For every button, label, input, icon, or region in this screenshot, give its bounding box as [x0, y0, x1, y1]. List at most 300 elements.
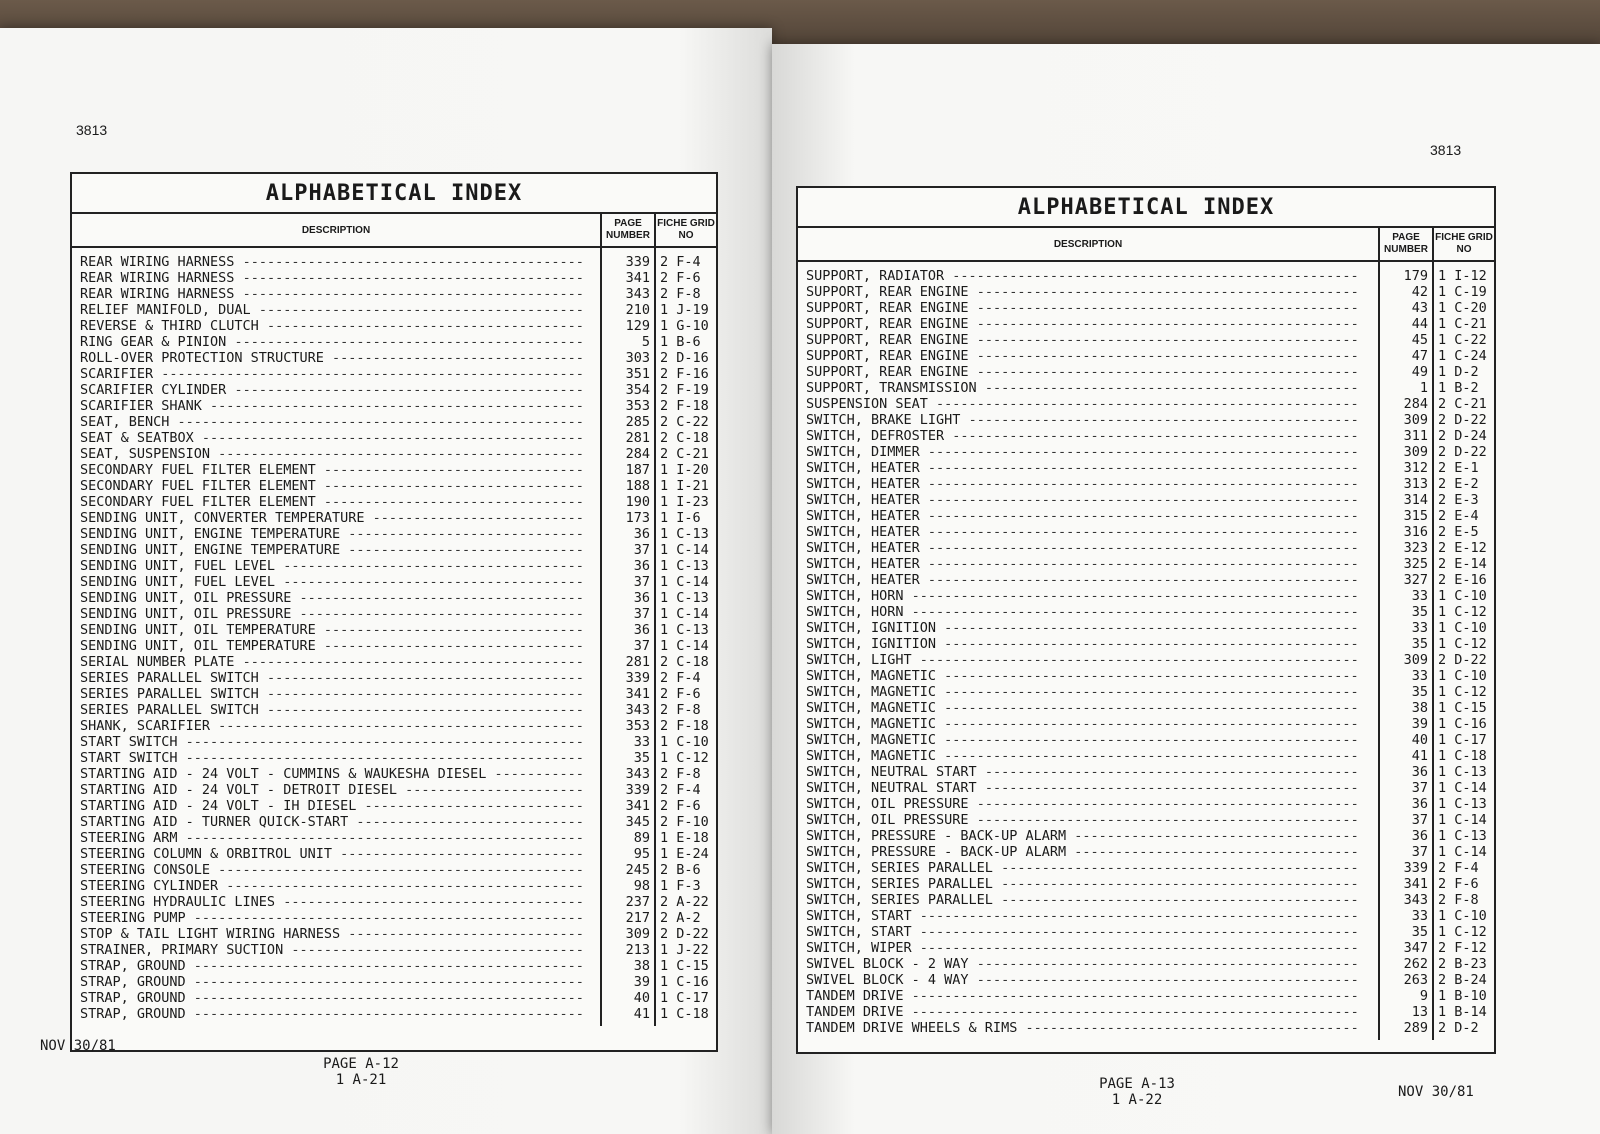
header-fiche-grid: FICHE GRID NO	[1432, 228, 1494, 260]
index-row-description	[806, 284, 1372, 300]
leader-dashes: ----------------------------------------	[250, 302, 584, 318]
leader-dashes: --------------------------------------------	[992, 892, 1359, 908]
entry-description: SENDING UNIT, FUEL LEVEL	[80, 574, 276, 590]
index-row-description	[806, 860, 1372, 876]
entry-fiche-grid: 2 B-24	[1438, 972, 1487, 988]
entry-fiche-grid: 2 F-19	[660, 382, 709, 398]
entry-fiche-grid: 2 B-6	[660, 862, 701, 878]
entry-description: STEERING CYLINDER	[80, 878, 219, 894]
entry-page-number: 37	[633, 542, 650, 558]
entry-fiche-grid: 1 I-6	[660, 510, 701, 526]
leader-dashes: ---------------------------------------	[258, 702, 584, 718]
entry-page-number: 36	[1411, 764, 1428, 780]
entry-fiche-grid: 2 C-22	[660, 414, 709, 430]
entry-description: SENDING UNIT, OIL TEMPERATURE	[80, 622, 316, 638]
entry-description: SWITCH, WIPER	[806, 940, 912, 956]
index-row-description	[80, 350, 594, 366]
entry-page-number: 311	[1403, 428, 1428, 444]
entry-fiche-grid: 2 C-21	[1438, 396, 1487, 412]
entry-page-number: 341	[1403, 876, 1428, 892]
footer-grid-label: 1 A-22	[1111, 1092, 1163, 1108]
entry-description: SWITCH, START	[806, 908, 912, 924]
entry-fiche-grid: 2 E-1	[1438, 460, 1479, 476]
entry-description: REVERSE & THIRD CLUTCH	[80, 318, 259, 334]
index-row-description	[80, 574, 594, 590]
index-title: ALPHABETICAL INDEX	[72, 174, 716, 214]
index-row-description	[80, 734, 594, 750]
entry-page-number: 36	[633, 558, 650, 574]
entry-description: SECONDARY FUEL FILTER ELEMENT	[80, 494, 316, 510]
entry-description: SUPPORT, REAR ENGINE	[806, 332, 969, 348]
entry-description: STEERING HYDRAULIC LINES	[80, 894, 276, 910]
entry-page-number: 190	[625, 494, 650, 510]
index-row-description	[80, 686, 594, 702]
index-row-description	[806, 796, 1372, 812]
entry-description: SWITCH, HEATER	[806, 524, 920, 540]
leader-dashes: ------------------------------------------------	[960, 412, 1359, 428]
entry-fiche-grid: 1 C-10	[1438, 620, 1487, 636]
index-row-description	[80, 462, 594, 478]
entry-page-number: 309	[625, 926, 650, 942]
index-row-description	[806, 988, 1372, 1004]
entry-page-number: 98	[633, 878, 650, 894]
footer-date: NOV 30/81	[40, 1038, 116, 1054]
entry-fiche-grid: 2 F-18	[660, 718, 709, 734]
entry-description: SUPPORT, REAR ENGINE	[806, 364, 969, 380]
entry-page-number: 41	[633, 1006, 650, 1022]
index-row-description	[806, 732, 1372, 748]
entry-page-number: 315	[1403, 508, 1428, 524]
entry-description: SECONDARY FUEL FILTER ELEMENT	[80, 478, 316, 494]
page-number-column	[600, 248, 654, 1026]
index-row-description	[806, 348, 1372, 364]
entry-fiche-grid: 2 C-21	[660, 446, 709, 462]
entry-page-number: 312	[1403, 460, 1428, 476]
entry-page-number: 281	[625, 430, 650, 446]
leader-dashes: ------------------------------	[331, 846, 584, 862]
leader-dashes: -----------------------------------------------	[968, 364, 1359, 380]
index-row-description	[806, 540, 1372, 556]
leader-dashes: -------------------------------------------------	[177, 750, 584, 766]
entry-fiche-grid: 2 A-2	[660, 910, 701, 926]
entry-fiche-grid: 1 C-18	[660, 1006, 709, 1022]
entry-page-number: 37	[633, 606, 650, 622]
entry-description: SWITCH, DIMMER	[806, 444, 920, 460]
leader-dashes: -----------------------------------	[291, 590, 584, 606]
index-row-description	[80, 542, 594, 558]
index-row-description	[80, 318, 594, 334]
entry-fiche-grid: 2 E-16	[1438, 572, 1487, 588]
entry-fiche-grid: 1 E-24	[660, 846, 709, 862]
index-row-description	[806, 828, 1372, 844]
entry-fiche-grid: 1 C-13	[1438, 764, 1487, 780]
entry-description: SWITCH, LIGHT	[806, 652, 912, 668]
entry-fiche-grid: 2 F-8	[660, 286, 701, 302]
entry-page-number: 339	[625, 254, 650, 270]
leader-dashes: -----------------------------------------------------	[919, 524, 1359, 540]
entry-fiche-grid: 2 E-3	[1438, 492, 1479, 508]
entry-page-number: 35	[1411, 684, 1428, 700]
index-row-description	[80, 478, 594, 494]
entry-description: SWITCH, SERIES PARALLEL	[806, 892, 993, 908]
entry-fiche-grid: 1 I-21	[660, 478, 709, 494]
header-page-number: PAGE NUMBER	[1378, 228, 1432, 260]
index-row-description	[806, 620, 1372, 636]
leader-dashes: --------------------------------------------	[992, 876, 1359, 892]
entry-description: TANDEM DRIVE	[806, 988, 904, 1004]
entry-page-number: 341	[625, 798, 650, 814]
index-row-description	[806, 748, 1372, 764]
entry-fiche-grid: 1 C-14	[660, 574, 709, 590]
entry-description: STEERING COLUMN & ORBITROL UNIT	[80, 846, 332, 862]
index-row-description	[80, 702, 594, 718]
entry-description: SERIES PARALLEL SWITCH	[80, 702, 259, 718]
entry-description: SWITCH, PRESSURE - BACK-UP ALARM	[806, 828, 1067, 844]
entry-description: RELIEF MANIFOLD, DUAL	[80, 302, 251, 318]
entry-description: SWITCH, MAGNETIC	[806, 700, 937, 716]
page-number-column	[1378, 262, 1432, 1040]
index-row-description	[80, 830, 594, 846]
entry-page-number: 33	[1411, 620, 1428, 636]
entry-fiche-grid: 1 C-12	[660, 750, 709, 766]
header-description: DESCRIPTION	[301, 225, 371, 236]
entry-description: SWITCH, PRESSURE - BACK-UP ALARM	[806, 844, 1067, 860]
entry-page-number: 5	[641, 334, 650, 350]
header-description: DESCRIPTION	[1053, 239, 1123, 250]
leader-dashes: -----------------------------	[340, 926, 584, 942]
index-row-description	[806, 1004, 1372, 1020]
entry-fiche-grid: 2 E-4	[1438, 508, 1479, 524]
leader-dashes: -----------------------------------------------------	[919, 444, 1359, 460]
entry-fiche-grid: 2 F-4	[1438, 860, 1479, 876]
entry-fiche-grid: 1 C-14	[660, 542, 709, 558]
leader-dashes: ------------------------------------	[283, 942, 584, 958]
entry-page-number: 129	[625, 318, 650, 334]
entry-description: SCARIFIER CYLINDER	[80, 382, 227, 398]
index-row-description	[80, 942, 594, 958]
entry-description: SWITCH, HEATER	[806, 556, 920, 572]
entry-page-number: 343	[1403, 892, 1428, 908]
entry-description: SEAT, SUSPENSION	[80, 446, 211, 462]
leader-dashes: --------------------------------------------	[218, 878, 584, 894]
index-row-description	[806, 428, 1372, 444]
index-row-description	[806, 1020, 1372, 1036]
leader-dashes: ------------------------------------------	[234, 654, 584, 670]
entry-page-number: 35	[1411, 604, 1428, 620]
leader-dashes: ------------------------------------------------	[185, 958, 584, 974]
entry-description: TANDEM DRIVE WHEELS & RIMS	[806, 1020, 1018, 1036]
leader-dashes: ----------------------------------------------	[976, 764, 1359, 780]
entry-fiche-grid: 2 F-8	[660, 766, 701, 782]
leader-dashes: ------------------------------------------------	[185, 1006, 584, 1022]
entry-description: SUPPORT, REAR ENGINE	[806, 284, 969, 300]
leader-dashes: ---------------------------------------------------	[936, 732, 1359, 748]
entry-page-number: 284	[625, 446, 650, 462]
entry-description: ROLL-OVER PROTECTION STRUCTURE	[80, 350, 324, 366]
entry-page-number: 33	[633, 734, 650, 750]
leader-dashes: -------------------------------------------------------	[903, 988, 1359, 1004]
leader-dashes: -----------------------------------------------------	[919, 572, 1359, 588]
entry-page-number: 343	[625, 286, 650, 302]
entry-fiche-grid: 1 I-23	[660, 494, 709, 510]
leader-dashes: ----------------------------------------------	[976, 380, 1359, 396]
index-row-description	[80, 286, 594, 302]
entry-fiche-grid: 1 C-10	[660, 734, 709, 750]
leader-dashes: -----------	[486, 766, 584, 782]
entry-description: SENDING UNIT, OIL TEMPERATURE	[80, 638, 316, 654]
header-page-number: PAGE NUMBER	[600, 214, 654, 246]
leader-dashes: ----------------------------------------------------	[927, 396, 1359, 412]
document-number: 3813	[76, 122, 108, 138]
index-row-description	[80, 398, 594, 414]
index-row-description	[80, 494, 594, 510]
entry-description: SWITCH, BRAKE LIGHT	[806, 412, 961, 428]
leader-dashes: -------------------------------------	[275, 558, 584, 574]
entry-description: REAR WIRING HARNESS	[80, 254, 235, 270]
entry-fiche-grid: 2 E-5	[1438, 524, 1479, 540]
entry-fiche-grid: 1 G-10	[660, 318, 709, 334]
entry-fiche-grid: 1 J-22	[660, 942, 709, 958]
index-row-description	[80, 814, 594, 830]
entry-description: SUPPORT, TRANSMISSION	[806, 380, 977, 396]
entry-page-number: 327	[1403, 572, 1428, 588]
entry-page-number: 35	[1411, 636, 1428, 652]
leader-dashes: ------------------------------------------------	[185, 990, 584, 1006]
entry-page-number: 245	[625, 862, 650, 878]
fiche-column	[1432, 262, 1494, 1040]
leader-dashes: ---------------------------------------	[258, 670, 584, 686]
index-row-description	[806, 588, 1372, 604]
entry-description: SWITCH, MAGNETIC	[806, 684, 937, 700]
leader-dashes: -----------------------------------	[291, 606, 584, 622]
entry-description: SERIES PARALLEL SWITCH	[80, 686, 259, 702]
entry-fiche-grid: 2 F-8	[660, 702, 701, 718]
entry-description: SENDING UNIT, OIL PRESSURE	[80, 590, 292, 606]
index-row-description	[80, 718, 594, 734]
index-row-description	[806, 396, 1372, 412]
entry-fiche-grid: 2 F-18	[660, 398, 709, 414]
entry-fiche-grid: 2 C-18	[660, 654, 709, 670]
leader-dashes: --------------------------------------------	[992, 860, 1359, 876]
entry-page-number: 345	[625, 814, 650, 830]
leader-dashes: ---------------------------------------	[258, 318, 584, 334]
leader-dashes: -------------------------------------------------	[177, 830, 584, 846]
entry-fiche-grid: 1 C-12	[1438, 636, 1487, 652]
entry-fiche-grid: 2 F-6	[1438, 876, 1479, 892]
entry-page-number: 341	[625, 686, 650, 702]
leader-dashes: ---------------------------------------------------	[936, 700, 1359, 716]
entry-page-number: 339	[625, 670, 650, 686]
entry-fiche-grid: 2 E-14	[1438, 556, 1487, 572]
entry-description: START SWITCH	[80, 750, 178, 766]
leader-dashes: ------------------------------------------	[234, 270, 584, 286]
index-row-description	[80, 862, 594, 878]
entry-fiche-grid: 2 D-22	[1438, 412, 1487, 428]
entry-description: SCARIFIER SHANK	[80, 398, 202, 414]
entry-page-number: 339	[625, 782, 650, 798]
index-row-description	[80, 622, 594, 638]
entry-description: SUPPORT, REAR ENGINE	[806, 300, 969, 316]
index-row-description	[806, 700, 1372, 716]
entry-fiche-grid: 1 C-13	[1438, 828, 1487, 844]
entry-page-number: 187	[625, 462, 650, 478]
index-row-description	[806, 460, 1372, 476]
index-row-description	[806, 908, 1372, 924]
leader-dashes: --------------------------------	[315, 478, 584, 494]
entry-fiche-grid: 1 B-2	[1438, 380, 1479, 396]
leader-dashes: ---------------------------------------------	[210, 446, 584, 462]
entry-description: SECONDARY FUEL FILTER ELEMENT	[80, 462, 316, 478]
leader-dashes: -----------------------------------------------	[968, 284, 1359, 300]
header-fiche-grid: FICHE GRID NO	[654, 214, 716, 246]
entry-description: STRAP, GROUND	[80, 990, 186, 1006]
table-header	[72, 214, 716, 248]
entry-fiche-grid: 1 C-10	[1438, 668, 1487, 684]
entry-fiche-grid: 1 I-12	[1438, 268, 1487, 284]
entry-fiche-grid: 1 C-13	[660, 558, 709, 574]
leader-dashes: -------------------------------------------------	[177, 734, 584, 750]
index-row-description	[806, 524, 1372, 540]
index-row-description	[806, 924, 1372, 940]
entry-description: SUPPORT, RADIATOR	[806, 268, 945, 284]
entry-fiche-grid: 2 F-16	[660, 366, 709, 382]
description-column	[72, 248, 600, 1026]
entry-fiche-grid: 2 F-4	[660, 254, 701, 270]
entry-page-number: 35	[633, 750, 650, 766]
entry-page-number: 237	[625, 894, 650, 910]
entry-page-number: 39	[633, 974, 650, 990]
index-row-description	[806, 332, 1372, 348]
footer-page-label: PAGE A-13	[1099, 1076, 1175, 1092]
entry-fiche-grid: 2 D-22	[660, 926, 709, 942]
entry-page-number: 33	[1411, 588, 1428, 604]
entry-description: SWITCH, START	[806, 924, 912, 940]
entry-page-number: 314	[1403, 492, 1428, 508]
index-row-description	[806, 652, 1372, 668]
leader-dashes: -------------------------------------------	[226, 334, 584, 350]
leader-dashes: -------------------------------------	[275, 574, 584, 590]
leader-dashes: -----------------------------------------------	[968, 348, 1359, 364]
entry-description: SWITCH, MAGNETIC	[806, 748, 937, 764]
index-row-description	[806, 508, 1372, 524]
entry-description: SWITCH, SERIES PARALLEL	[806, 860, 993, 876]
entry-description: SWITCH, HEATER	[806, 460, 920, 476]
entry-fiche-grid: 1 C-10	[1438, 588, 1487, 604]
entry-fiche-grid: 1 B-14	[1438, 1004, 1487, 1020]
entry-fiche-grid: 2 E-12	[1438, 540, 1487, 556]
index-row-description	[80, 670, 594, 686]
entry-fiche-grid: 2 D-22	[1438, 444, 1487, 460]
entry-fiche-grid: 1 B-6	[660, 334, 701, 350]
left-page	[0, 28, 772, 1134]
entry-description: STOP & TAIL LIGHT WIRING HARNESS	[80, 926, 341, 942]
index-row-description	[80, 334, 594, 350]
entry-page-number: 37	[1411, 844, 1428, 860]
entry-page-number: 354	[625, 382, 650, 398]
entry-page-number: 281	[625, 654, 650, 670]
leader-dashes: ---------------------------------------------	[210, 862, 584, 878]
entry-description: SWITCH, SERIES PARALLEL	[806, 876, 993, 892]
index-row-description	[806, 556, 1372, 572]
entry-fiche-grid: 2 F-6	[660, 270, 701, 286]
index-row-description	[80, 766, 594, 782]
entry-fiche-grid: 1 C-12	[1438, 684, 1487, 700]
leader-dashes: ---------------------------------------------------	[936, 716, 1359, 732]
leader-dashes: -----------------------------------------	[1017, 1020, 1359, 1036]
leader-dashes: -----------------------------------------------------	[919, 556, 1359, 572]
index-row-description	[80, 382, 594, 398]
entry-fiche-grid: 2 D-16	[660, 350, 709, 366]
index-row-description	[806, 604, 1372, 620]
index-row-description	[806, 364, 1372, 380]
entry-description: SWIVEL BLOCK - 2 WAY	[806, 956, 969, 972]
entry-page-number: 353	[625, 718, 650, 734]
entry-page-number: 262	[1403, 956, 1428, 972]
entry-page-number: 95	[633, 846, 650, 862]
entry-fiche-grid: 2 D-22	[1438, 652, 1487, 668]
entry-description: SUSPENSION SEAT	[806, 396, 928, 412]
footer-page-number	[1092, 1076, 1182, 1108]
entry-description: SWITCH, IGNITION	[806, 620, 937, 636]
entry-description: SWITCH, MAGNETIC	[806, 716, 937, 732]
index-row-description	[80, 798, 594, 814]
index-row-description	[806, 892, 1372, 908]
footer-date: NOV 30/81	[1398, 1084, 1474, 1100]
leader-dashes: ----------------------------------------------------	[153, 366, 584, 382]
leader-dashes: ------------------------------------------------------	[911, 652, 1359, 668]
entry-page-number: 343	[625, 766, 650, 782]
entry-fiche-grid: 1 D-2	[1438, 364, 1479, 380]
leader-dashes: -------------------------------------------------------	[903, 588, 1359, 604]
entry-description: SWITCH, NEUTRAL START	[806, 764, 977, 780]
entry-page-number: 285	[625, 414, 650, 430]
index-row-description	[806, 412, 1372, 428]
entry-page-number: 39	[1411, 716, 1428, 732]
entry-description: SWITCH, MAGNETIC	[806, 732, 937, 748]
entry-page-number: 41	[1411, 748, 1428, 764]
leader-dashes: ------------------------------------------------	[185, 974, 584, 990]
entry-fiche-grid: 2 F-12	[1438, 940, 1487, 956]
entry-fiche-grid: 1 C-13	[660, 526, 709, 542]
entry-page-number: 188	[625, 478, 650, 494]
leader-dashes: ----------------------------------------------	[201, 398, 584, 414]
leader-dashes: -----------------------------	[340, 542, 584, 558]
entry-page-number: 43	[1411, 300, 1428, 316]
leader-dashes: ---------------------------------------------------	[936, 684, 1359, 700]
entry-fiche-grid: 1 C-14	[1438, 780, 1487, 796]
entry-page-number: 316	[1403, 524, 1428, 540]
entry-description: SERIES PARALLEL SWITCH	[80, 670, 259, 686]
index-row-description	[80, 414, 594, 430]
entry-description: STRAP, GROUND	[80, 974, 186, 990]
entry-description: SENDING UNIT, FUEL LEVEL	[80, 558, 276, 574]
entry-fiche-grid: 1 J-19	[660, 302, 709, 318]
index-row-description	[80, 974, 594, 990]
index-row-description	[806, 300, 1372, 316]
leader-dashes: -----------------------------------------------	[968, 332, 1359, 348]
entry-description: SWITCH, IGNITION	[806, 636, 937, 652]
entry-description: STEERING PUMP	[80, 910, 186, 926]
entry-fiche-grid: 1 C-22	[1438, 332, 1487, 348]
footer-page-label: PAGE A-12	[323, 1056, 399, 1072]
leader-dashes: -----------------------------------------------	[968, 300, 1359, 316]
index-row-description	[80, 430, 594, 446]
entry-page-number: 38	[633, 958, 650, 974]
entry-page-number: 303	[625, 350, 650, 366]
entry-page-number: 173	[625, 510, 650, 526]
leader-dashes: ----------------------------	[348, 814, 584, 830]
leader-dashes: -------------------------------------	[275, 894, 584, 910]
